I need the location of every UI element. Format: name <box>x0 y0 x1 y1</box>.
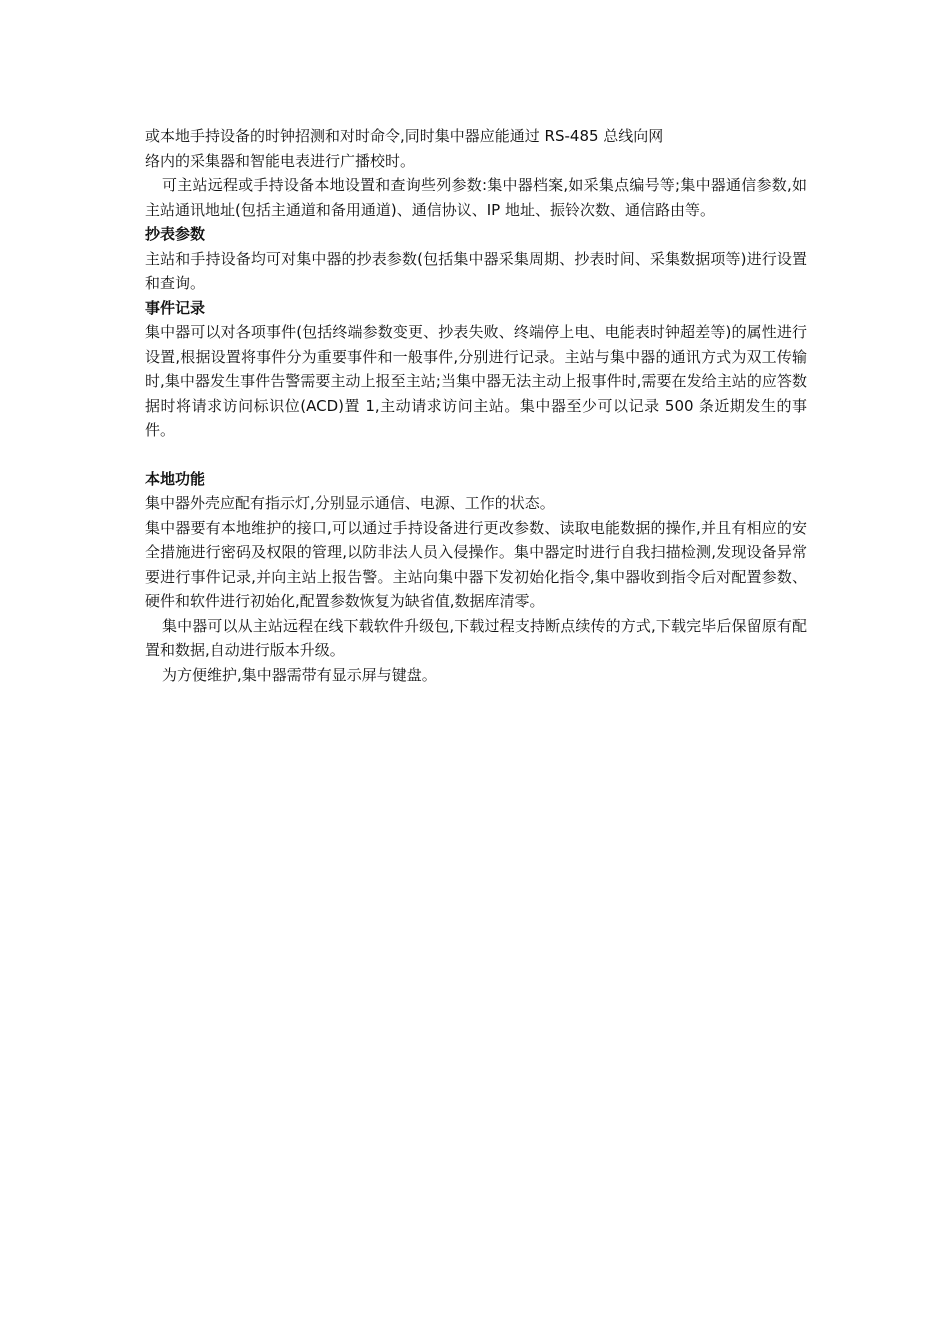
document-page <box>145 124 807 687</box>
paragraph-event-log: 集中器可以对各项事件(包括终端参数变更、抄表失败、终端停上电、电能表时钟超差等)的属性进行设置,根据设置将事件分为重要事件和一般事件,分别进行记录。主站与集中器的通讯方式为双工传输时,集中器发生事件告警需要主动上报至主站;当集中器无法主动上报事件时,需要在发给主站的应答数据时将请求访问标识位(ACD)置 1,主动请求访问主站。集中器至少可以记录 500 条近期发生的事件。 <box>145 323 807 439</box>
blank-line <box>145 443 807 467</box>
paragraph-clock-sync-line1: 或本地手持设备的时钟招测和对时命令,同时集中器应能通过 RS-485 总线向网 <box>145 127 664 145</box>
paragraph-remote-params: 可主站远程或手持设备本地设置和查询些列参数:集中器档案,如采集点编号等;集中器通信参数,如主站通讯地址(包括主通道和备用通道)、通信协议、IP 地址、振铃次数、通信路由等。 <box>145 176 807 219</box>
heading-event-log: 事件记录 <box>145 298 206 317</box>
paragraph-meter-params: 主站和手持设备均可对集中器的抄表参数(包括集中器采集周期、抄表时间、采集数据项等)进行设置和查询。 <box>145 249 807 292</box>
paragraph-clock-sync-line2: 络内的采集器和智能电表进行广播校时。 <box>145 151 416 170</box>
paragraph-local-maintenance: 集中器要有本地维护的接口,可以通过手持设备进行更改参数、读取电能数据的操作,并且有相应的安全措施进行密码及权限的管理,以防非法人员入侵操作。集中器定时进行自我扫描检测,发现设备异常要进行事件记录,并向主站上报告警。主站向集中器下发初始化指令,集中器收到指令后对配置参数、硬件和软件进行初始化,配置参数恢复为缺省值,数据库清零。 <box>145 518 807 610</box>
paragraph-indicator-lights: 集中器外壳应配有指示灯,分别显示通信、电源、工作的状态。 <box>145 494 555 512</box>
heading-meter-params: 抄表参数 <box>145 225 206 243</box>
paragraph-remote-upgrade: 集中器可以从主站远程在线下载软件升级包,下载过程支持断点续传的方式,下载完毕后保留原有配置和数据,自动进行版本升级。 <box>145 616 807 659</box>
paragraph-display-keyboard: 为方便维护,集中器需带有显示屏与键盘。 <box>162 665 437 684</box>
heading-local-functions: 本地功能 <box>145 469 206 488</box>
